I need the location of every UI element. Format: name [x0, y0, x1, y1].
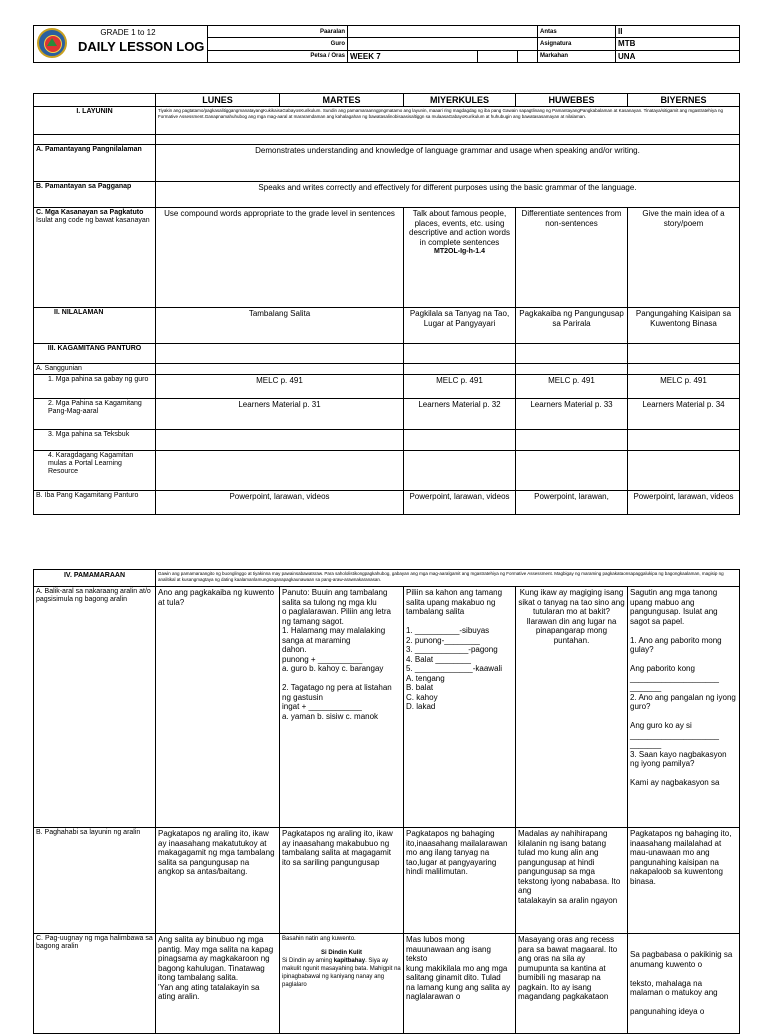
kuwento-title: Si Dindin Kulit: [321, 950, 362, 956]
iba-biyernes: Powerpoint, larawan, videos: [628, 491, 740, 515]
balik-aral-label: A. Balik-aral sa nakaraang aralin at/o pagsisimula ng bagong aralin: [34, 587, 156, 828]
iba-lunes-martes: Powerpoint, larawan, videos: [156, 491, 404, 515]
teacher-label: Guro: [208, 38, 348, 50]
pamamaraan-label: IV. PAMAMARAAN: [34, 570, 156, 587]
school-value[interactable]: [348, 26, 538, 38]
pahina-huwebes: Learners Material p. 33: [516, 399, 628, 430]
pamantayan-pagganap-label: B. Pamantayan sa Pagganap: [34, 182, 156, 208]
kasanayan-miyerkules: Talk about famous people, places, events, etc. using descriptive and action words in complete sentences: [409, 209, 510, 247]
layunin-note: Tiyakin ang pagtatamo/pagkasalitiggangmanatayangKukikaisaGabayosKurikulum. Sundin ang pamamaraanngpngmatamo ang layunin, maaari ring magdagdag ng iba pang Gawain sapagtlinang ng PamantayangPangkabalaman at Kasanayan. Tinataya/sitigamit ang mgastratehiya ng Formative Assessment.Ganapnamahuhubog ang mga mag-aaral at mararamdaman ang kahalagahan ng bawatasalinobisaasisaltiggn sa mulaasaGabayoKurikulum at huhubugin ang bawatasasamayan at nilalaman.: [156, 107, 740, 135]
balik-aral-biyernes: Sagutin ang mga tanong upang mabuo ang pangungusap. Isulat ang sagot sa papel. 1. Ano ang paborito mong gulay? Ang paborito kong ____________________ _______ 2. Ano ang pangalan ng iyong guro? Ang guro ko ay si ____________________ _______ 3. Saan kayo nagbakasyon ng iyong pamilya? Kami ay nagbakasyon sa: [628, 587, 740, 828]
pamamaraan-note: Gawin ang pamamaraangito ng buonglinggo at tiyakinna may pawainsabawatsraw. Para sahololistikongpagkahubog, gabayan ang mga mag-aaralgamit ang mgastratehiya ng Formative Assessment. Magbigay ng maraming pagkakataonsapaggalukipa ng bagongkaalaman, magisip ng analitikal at kusangmagtaya ng dating kaalamanlamungsaganapagkaunawaan sa pang-araw-arawnakaranasan.: [156, 570, 740, 587]
nilalaman-biyernes: Pangungahing Kaisipan sa Kuwentong Binasa: [628, 308, 740, 344]
kasanayan-miyerkules-cell: [404, 208, 516, 308]
pahina-label: 2. Mga Pahina sa Kagamitang Pang-Mag-aaral: [34, 399, 156, 430]
level-value[interactable]: II: [616, 26, 740, 38]
quarter-label: Markahan: [538, 50, 616, 62]
paghahabi-huwebes: Madalas ay nahihirapang kilalanin ng isang batang tulad mo kung alin ang pangungusap at hindi pangungusap sa mga tekstong iyong nababasa. Ito ang tatalakayin sa aralin ngayon: [516, 828, 628, 934]
paghahabi-lunes: Pagkatapos ng araling ito, ikaw ay inaasahang makatutukoy at makagagamit ng mga tambalang salita sa pangungusap na angkop sa antas/baitang.: [156, 828, 280, 934]
quarter-value[interactable]: UNA: [616, 50, 740, 62]
nilalaman-lunes-martes: Tambalang Salita: [156, 308, 404, 344]
objectives-table: [33, 93, 740, 515]
iba-label: B. Iba Pang Kagamitang Panturo: [34, 491, 156, 515]
kuwento-story-post: . Siya ay makulit ngunit masayahing bata. Mahigpit na ipinagbabawal ng kaniyang nanay ang paglalaro: [282, 958, 401, 988]
layunin-label: I. LAYUNIN: [34, 107, 156, 135]
subject-value[interactable]: MTB: [616, 38, 740, 50]
pag-uugnay-martes-cell: [280, 934, 404, 1034]
paghahabi-label: B. Paghahabi sa layunin ng aralin: [34, 828, 156, 934]
kuwento-story: [282, 957, 401, 989]
kasanayan-code: MT2OL-Ig-h-1.4: [434, 248, 485, 255]
level-label: Antas: [538, 26, 616, 38]
balik-aral-miyerkules: Piliin sa kahon ang tamang salita upang makabuo ng tambalang salita 1. __________-sibuyas 2. punong-________ 3. ____________-pagong 4. Balat ________ 5. _____________-kaawali A. tengang B. balat C. kahoy D. lakad: [404, 587, 516, 828]
gabay-miyerkules: MELC p. 491: [404, 375, 516, 399]
day-tuesday: MARTES: [280, 94, 404, 107]
kagamitan-label: III. KAGAMITANG PANTURO: [34, 344, 156, 364]
gabay-biyernes: MELC p. 491: [628, 375, 740, 399]
kasanayan-biyernes: Give the main idea of a story/poem: [628, 208, 740, 308]
pamantayang-nilalaman-text: Demonstrates understanding and knowledge of language grammar and usage when speaking and/or writing.: [156, 145, 740, 182]
date-value[interactable]: WEEK 7: [348, 50, 478, 62]
school-label: Paaralan: [208, 26, 348, 38]
day-wednesday: MIYERKULES: [404, 94, 516, 107]
balik-aral-martes: Panuto: Buuin ang tambalang salita sa tulong ng mga klu o paglalarawan. Piliin ang letra ng tamang sagot. 1. Halamang may malalaking sanga at maraming dahon. punong + __________ a. guro b. kahoy c. barangay 2. Tagatago ng pera at listahan ng gastusin ingat + ____________ a. yaman b. sisiw c. manok: [280, 587, 404, 828]
date-extra-2: [518, 50, 538, 62]
deped-seal-icon: [37, 28, 67, 58]
date-extra-1: [478, 50, 518, 62]
pahina-lunes-martes: Learners Material p. 31: [156, 399, 404, 430]
paghahabi-martes: Pagkatapos ng araling ito, ikaw ay inaasahang makabubuo ng tambalang salita at magagamit ito sa sariling pangungusap: [280, 828, 404, 934]
pag-uugnay-lunes: Ang salita ay binubuo ng mga pantig. May mga salita na kapag pinagsama ay magkakaroon ng bagong kahulugan. Tinatawag itong tambalang salita. 'Yan ang ating tatalakayin sa ating aralin.: [156, 934, 280, 1034]
teacher-value[interactable]: [348, 38, 538, 50]
procedure-table: [33, 569, 740, 1034]
balik-aral-huwebes: Kung ikaw ay magiging isang sikat o tanyag na tao sino ang tutularan mo at bakit? Ilarawan din ang lugar na pinapangarap mong puntahan.: [516, 587, 628, 828]
subject-label: Asignatura: [538, 38, 616, 50]
karagdagang-label: 4. Karagdagang Kagamitan mulas a Portal Learning Resource: [34, 451, 156, 491]
pamantayan-pagganap-text: Speaks and writes correctly and effectively for different purposes using the basic grammar of the language.: [156, 182, 740, 208]
pag-uugnay-miyerkules: Mas lubos mong mauunawaan ang isang teksto kung makikilala mo ang mga salitang ginamit dito. Tulad na lamang kung ang salita ay naglalarawan o: [404, 934, 516, 1034]
gabay-huwebes: MELC p. 491: [516, 375, 628, 399]
pamantayang-nilalaman-label: A. Pamantayang Pangnilalaman: [34, 145, 156, 182]
nilalaman-huwebes: Pagkakaiba ng Pangungusap sa Parirala: [516, 308, 628, 344]
paghahabi-miyerkules: Pagkatapos ng bahaging ito,inaasahang mailalarawan mo ang ilang tanyag na tao,lugar at pangyayaring hindi malilimutan.: [404, 828, 516, 934]
nilalaman-miyerkules: Pagkilala sa Tanyag na Tao, Lugar at Pangyayari: [404, 308, 516, 344]
kasanayan-lunes-martes: Use compound words appropriate to the grade level in sentences: [156, 208, 404, 308]
paghahabi-biyernes: Pagkatapos ng bahaging ito, inaasahang mailalahad at mau-unawaan mo ang pangunahing kaisipan na nakapaloob sa kuwentong binasa.: [628, 828, 740, 934]
day-friday: BIYERNES: [628, 94, 740, 107]
balik-aral-lunes: Ano ang pagkakaiba ng kuwento at tula?: [156, 587, 280, 828]
pag-uugnay-biyernes: Sa pagbabasa o pakikinig sa anumang kuwento o teksto, mahalaga na malaman o matukoy ang pangunahing ideya o: [628, 934, 740, 1034]
kasanayan-label: C. Mga Kasanayan sa Pagkatuto: [36, 209, 144, 216]
gabay-label: 1. Mga pahina sa gabay ng guro: [34, 375, 156, 399]
gabay-lunes-martes: MELC p. 491: [156, 375, 404, 399]
pahina-biyernes: Learners Material p. 34: [628, 399, 740, 430]
kuwento-story-bold: kapitbahay: [333, 958, 366, 964]
date-label: Petsa / Oras: [208, 50, 348, 62]
kuwento-story-pre: Si Dindin ay aming: [282, 958, 334, 964]
grade-range: GRADE 1 to 12: [100, 28, 156, 37]
kasanayan-huwebes: Differentiate sentences from non-sentences: [516, 208, 628, 308]
pag-uugnay-label: C. Pag-uugnay ng mga halimbawa sa bagong aralin: [34, 934, 156, 1034]
header-table: [33, 25, 740, 63]
teksbuk-label: 3. Mga pahina sa Teksbuk: [34, 430, 156, 451]
sanggunian-label: A. Sanggunian: [34, 364, 156, 375]
pahina-miyerkules: Learners Material p. 32: [404, 399, 516, 430]
header-title-cell: [34, 26, 208, 63]
kasanayan-label-cell: [34, 208, 156, 308]
iba-miyerkules: Powerpoint, larawan, videos: [404, 491, 516, 515]
iba-huwebes: Powerpoint, larawan,: [516, 491, 628, 515]
day-monday: LUNES: [156, 94, 280, 107]
log-title: DAILY LESSON LOG: [78, 39, 205, 54]
pag-uugnay-huwebes: Masayang oras ang recess para sa bawat magaaral. Ito ang oras na sila ay pumupunta sa kantina at bumibili ng masarap na pagkain. Ito ay isang magandang pagkakataon: [516, 934, 628, 1034]
kuwento-intro: Basahin natin ang kuwento.: [282, 936, 356, 942]
day-thursday: HUWEBES: [516, 94, 628, 107]
nilalaman-label: II. NILALAMAN: [34, 308, 156, 344]
kasanayan-sublabel: Isulat ang code ng bawat kasanayan: [36, 217, 150, 224]
